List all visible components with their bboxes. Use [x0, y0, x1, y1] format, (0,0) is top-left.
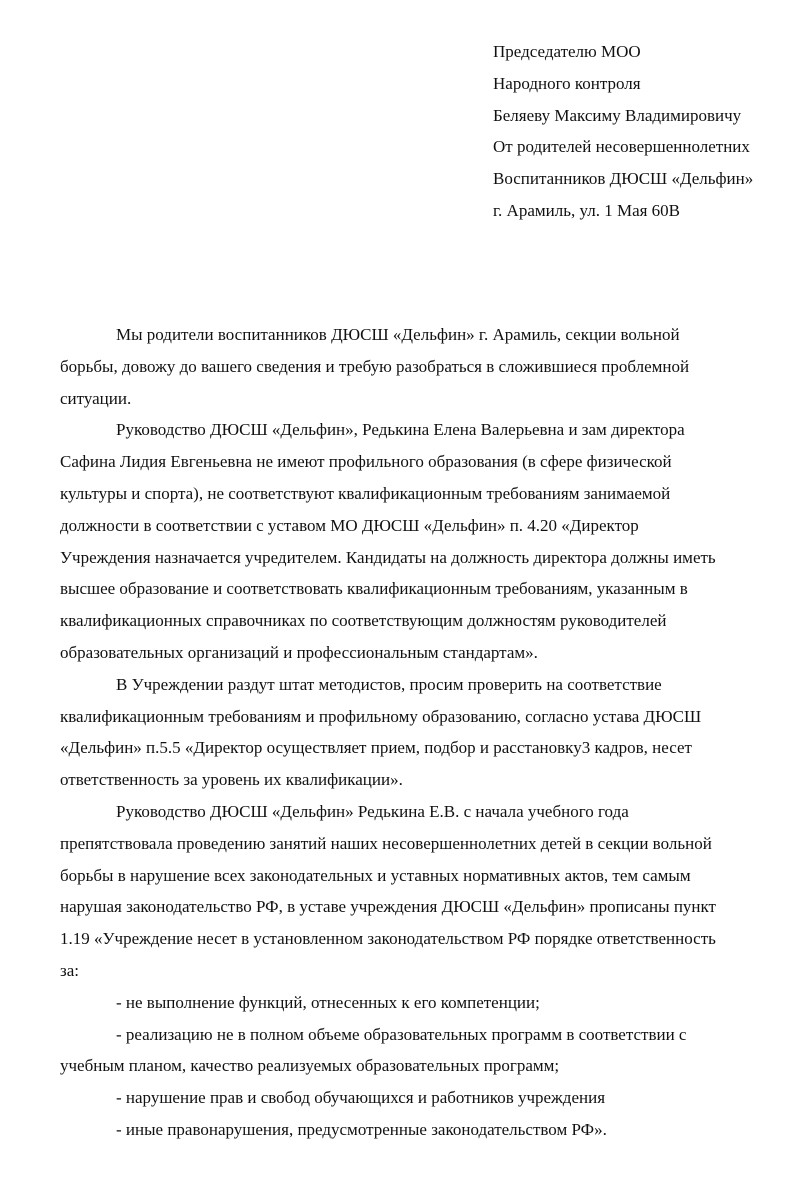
list-item-line: - нарушение прав и свобод обучающихся и работников учреждения [116, 1088, 606, 1108]
paragraph-4-line: борьбы в нарушение всех законодательных и уставных нормативных актов, тем самым [60, 865, 691, 885]
paragraph-4-line: нарушая законодательство РФ, в уставе учреждения ДЮСШ «Дельфин» прописаны пункт [60, 897, 716, 917]
addressee-line: Народного контроля [493, 73, 641, 93]
paragraph-2-line: Руководство ДЮСШ «Дельфин», Редькина Елена Валерьевна и зам директора [116, 420, 685, 440]
list-item-line: - не выполнение функций, отнесенных к его компетенции; [116, 992, 540, 1012]
list-item-line: - реализацию не в полном объеме образовательных программ в соответствии с [116, 1024, 687, 1044]
addressee-block [493, 36, 793, 227]
addressee-line: г. Арамиль, ул. 1 Мая 60В [493, 200, 681, 220]
list-item-line: учебным планом, качество реализуемых образовательных программ; [60, 1056, 560, 1076]
paragraph-3-line: «Дельфин» п.5.5 «Директор осуществляет прием, подбор и расстановку3 кадров, несет [60, 738, 692, 758]
paragraph-2-line: должности в соответствии с уставом МО ДЮСШ «Дельфин» п. 4.20 «Директор [60, 515, 639, 535]
paragraph-2-line: Сафина Лидия Евгеньевна не имеют профильного образования (в сфере физической [60, 452, 672, 472]
paragraph-1-line: Мы родители воспитанников ДЮСШ «Дельфин» г. Арамиль, секции вольной [116, 325, 680, 344]
paragraph-4-line: Руководство ДЮСШ «Дельфин» Редькина Е.В. с начала учебного года [116, 801, 629, 821]
paragraph-3-line: квалификационным требованиям и профильному образованию, согласно устава ДЮСШ [60, 706, 702, 726]
paragraph-1-line: ситуации. [60, 388, 132, 408]
paragraph-2-line: культуры и спорта), не соответствуют квалификационным требованиям занимаемой [60, 483, 671, 503]
addressee-line: Беляеву Максиму Владимировичу [493, 105, 742, 125]
paragraph-4-line: препятствовала проведению занятий наших несовершеннолетних детей в секции вольной [60, 833, 712, 853]
addressee-line: Председателю МОО [493, 42, 641, 61]
paragraph-3-line: ответственность за уровень их квалификации». [60, 770, 403, 790]
paragraph-3-line: В Учреждении раздут штат методистов, просим проверить на соответствие [116, 674, 662, 694]
paragraph-1-line: борьбы, довожу до вашего сведения и требую разобраться в сложившиеся проблемной [60, 356, 690, 376]
paragraph-4-line: 1.19 «Учреждение несет в установленном законодательством РФ порядке ответственность [60, 929, 716, 949]
paragraph-2-line: Учреждения назначается учредителем. Кандидаты на должность директора должны иметь [60, 547, 716, 567]
addressee-line: Воспитанников ДЮСШ «Дельфин» [493, 169, 754, 189]
letter-body [60, 319, 775, 1146]
paragraph-2-line: высшее образование и соответствовать квалификационным требованиям, указанным в [60, 579, 688, 599]
paragraph-2-line: образовательных организаций и профессиональным стандартам». [60, 642, 538, 662]
paragraph-2-line: квалификационных справочниках по соответствующим должностям руководителей [60, 611, 667, 631]
addressee-line: От родителей несовершеннолетних [493, 137, 750, 157]
paragraph-4-line: за: [60, 960, 79, 980]
list-item-line: - иные правонарушения, предусмотренные законодательством РФ». [116, 1119, 607, 1139]
